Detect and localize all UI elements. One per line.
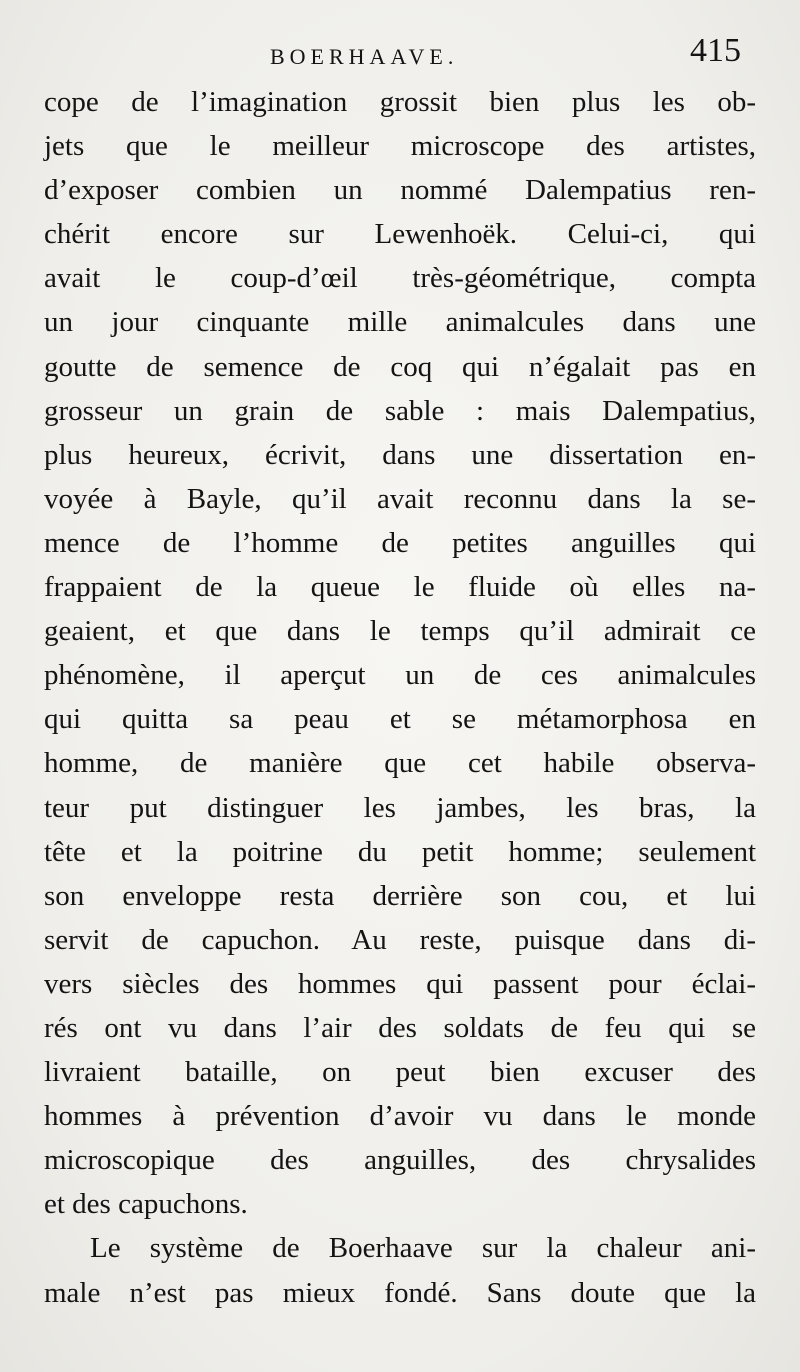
text-line: teur put distinguer les jambes, les bras, la xyxy=(44,791,756,824)
page-number: 415 xyxy=(690,32,741,69)
text-line: chérit encore sur Lewenhoëk. Celui-ci, qui xyxy=(44,218,756,251)
text-line: un jour cinquante mille animalcules dans une xyxy=(44,306,756,339)
text-line: tête et la poitrine du petit homme; seulement xyxy=(44,835,756,868)
text-line: cope de l’imagination grossit bien plus les ob- xyxy=(44,86,756,118)
text-line: phénomène, il aperçut un de ces animalcules xyxy=(44,659,756,692)
text-line: geaient, et que dans le temps qu’il admirait ce xyxy=(44,615,756,648)
text-line: plus heureux, écrivit, dans une dissertation en- xyxy=(44,438,756,471)
text-line: microscopique des anguilles, des chrysalides xyxy=(44,1144,756,1177)
text-line: voyée à Bayle, qu’il avait reconnu dans la se- xyxy=(44,482,756,515)
text-line: vers siècles des hommes qui passent pour éclai- xyxy=(44,967,756,1000)
text-line: jets que le meilleur microscope des artistes, xyxy=(44,130,756,163)
text-line: homme, de manière que cet habile observa- xyxy=(44,747,756,780)
text-line: son enveloppe resta derrière son cou, et lui xyxy=(44,879,756,912)
text-line: d’exposer combien un nommé Dalempatius ren- xyxy=(44,174,756,207)
text-line: mence de l’homme de petites anguilles qui xyxy=(44,526,756,559)
text-line: rés ont vu dans l’air des soldats de feu qui se xyxy=(44,1011,756,1044)
running-head: BOERHAAVE. xyxy=(270,44,459,69)
paragraph-end-line: et des capuchons. xyxy=(44,1188,248,1221)
text-line: hommes à prévention d’avoir vu dans le monde xyxy=(44,1100,756,1133)
text-line: frappaient de la queue le fluide où elles na- xyxy=(44,571,756,604)
text-line: servit de capuchon. Au reste, puisque dans di- xyxy=(44,923,756,956)
text-line: livraient bataille, on peut bien excuser des xyxy=(44,1056,756,1089)
text-line: avait le coup-d’œil très-géométrique, compta xyxy=(44,262,756,295)
text-line: qui quitta sa peau et se métamorphosa en xyxy=(44,703,756,736)
body-text xyxy=(44,80,756,1315)
text-line: grosseur un grain de sable : mais Dalempatius, xyxy=(44,394,756,427)
text-line: male n’est pas mieux fondé. Sans doute que la xyxy=(44,1276,756,1309)
paragraph-start-line: Le système de Boerhaave sur la chaleur ani- xyxy=(90,1232,756,1265)
text-line: goutte de semence de coq qui n’égalait pas en xyxy=(44,350,756,383)
page-header xyxy=(0,26,800,76)
